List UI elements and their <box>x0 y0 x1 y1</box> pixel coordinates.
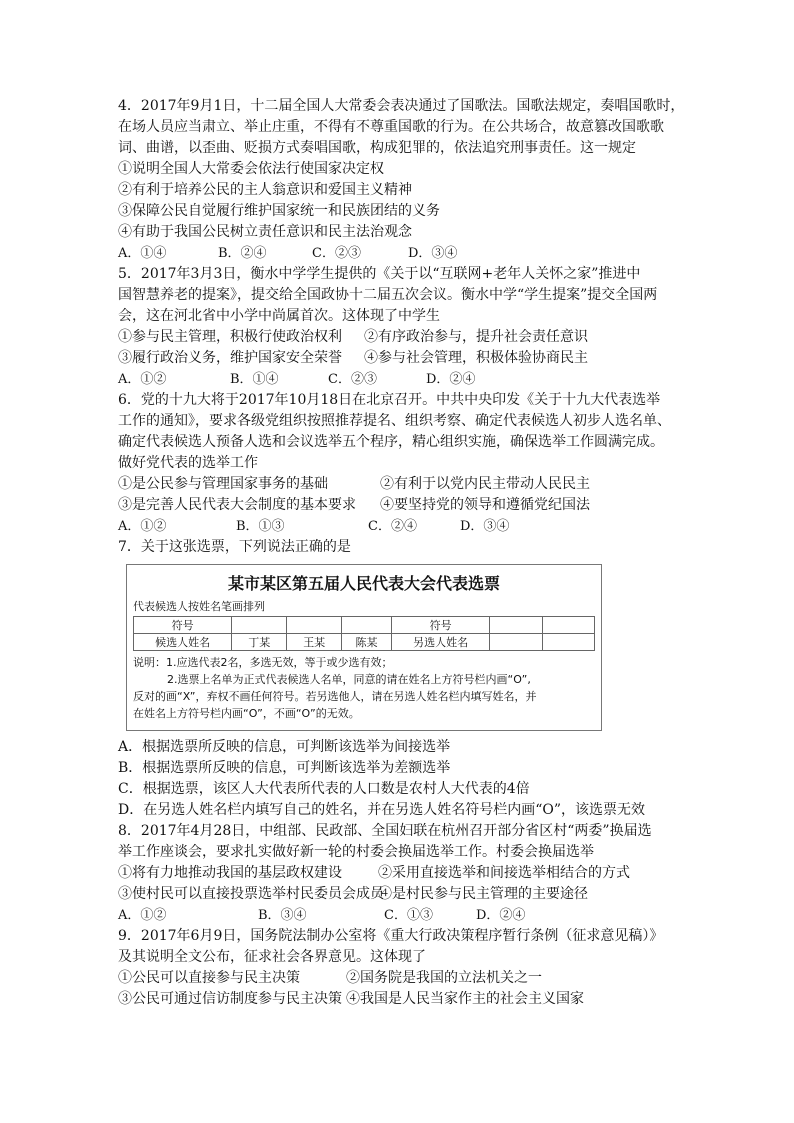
question-7 <box>118 537 678 821</box>
question-9 <box>118 926 678 1010</box>
q6-line: 6．党的十九大将于2017年10月18日在北京召开。中共中央印发《关于十九大代表选举 <box>118 392 661 408</box>
q5-statement: ①参与民主管理，积极行使政治权利 <box>118 329 342 345</box>
ballot-cell: 丁某 <box>232 634 287 651</box>
question-8 <box>118 821 678 926</box>
exam-page <box>118 96 685 1010</box>
q4-options <box>118 243 678 264</box>
ballot-cell: 王某 <box>287 634 342 651</box>
q5-option-c: C．②③ <box>328 372 377 387</box>
question-5 <box>118 264 678 390</box>
q9-line: 及其说明全文公布，征求社会各界意见。这体现了 <box>118 949 426 965</box>
q8-statement-row <box>118 884 678 905</box>
q6-option-b: B．①③ <box>236 519 285 534</box>
q5-line: 国智慧养老的提案》，提交给全国政协十二届五次会议。衡水中学“学生提案”提交全国两 <box>118 287 658 303</box>
q6-option-c: C．②④ <box>368 519 417 534</box>
q8-statement: ④是村民参与民主管理的主要途径 <box>378 886 588 902</box>
q6-option-a: A．①② <box>118 519 167 534</box>
q9-statement: ④我国是人民当家作主的社会主义国家 <box>346 991 584 1007</box>
q7-choice-d: D．在另选人姓名栏内填写自己的姓名，并在另选人姓名符号栏内画“O”，该选票无效 <box>118 802 646 818</box>
q4-option-a: A．①④ <box>118 246 167 261</box>
q6-statement: ②有利于以党内民主带动人民民主 <box>380 476 590 492</box>
q8-statement: ②采用直接选举和间接选举相结合的方式 <box>378 865 630 881</box>
q8-options <box>118 905 678 926</box>
q7-choice-b: B．根据选票所反映的信息，可判断该选举为差额选举 <box>118 760 451 776</box>
ballot-table <box>133 616 595 651</box>
q4-option-c: C．②③ <box>312 246 361 261</box>
q8-statement: ①将有力地推动我国的基层政权建设 <box>118 865 342 881</box>
q9-statement: ③公民可通过信访制度参与民主决策 <box>118 991 342 1007</box>
q5-line: 会，这在河北省中小学中尚属首次。这体现了中学生 <box>118 308 440 324</box>
q8-line: 举工作座谈会，要求扎实做好新一轮的村委会换届选举工作。村委会换届选举 <box>118 844 594 860</box>
q4-line: 词、曲谱，以歪曲、贬损方式奏唱国歌，构成犯罪的，依法追究刑事责任。这一规定 <box>118 140 636 156</box>
q4-statement: ②有利于培养公民的主人翁意识和爱国主义精神 <box>118 182 412 198</box>
q5-statement-row <box>118 348 678 369</box>
q9-statement-row <box>118 989 678 1010</box>
q9-statement: ①公民可以直接参与民主决策 <box>118 970 300 986</box>
ballot-title: 某市某区第五届人民代表大会代表选票 <box>227 574 500 593</box>
q5-option-d: D．②④ <box>426 372 476 387</box>
q7-choice-a: A．根据选票所反映的信息，可判断该选举为间接选举 <box>118 739 451 755</box>
ballot-note: 说明：1.应选代表2名，多选无效，等于或少选有效； <box>133 656 393 669</box>
question-4 <box>118 96 685 264</box>
question-6 <box>118 390 678 537</box>
q6-option-d: D．③④ <box>460 519 510 534</box>
ballot-cell <box>542 617 594 634</box>
q4-statement: ③保障公民自觉履行维护国家统一和民族团结的义务 <box>118 203 440 219</box>
q8-statement-row <box>118 863 678 884</box>
q8-option-c: C．①③ <box>384 908 433 923</box>
ballot-notes <box>133 654 595 722</box>
q4-option-b: B．②④ <box>218 246 267 261</box>
q4-option-d: D．③④ <box>408 246 458 261</box>
q7-stem: 7．关于这张选票，下列说法正确的是 <box>118 539 351 555</box>
ballot-cell <box>342 617 392 634</box>
q6-statement-row <box>118 474 678 495</box>
ballot-cell: 候选人姓名 <box>134 634 232 651</box>
q4-line: 在场人员应当肃立、举止庄重，不得有不尊重国歌的行为。在公共场合，故意篡改国歌歌 <box>118 119 664 135</box>
q7-choice-c: C．根据选票，该区人大代表所代表的人口数是农村人大代表的4倍 <box>118 781 530 797</box>
ballot-note: 在姓名上方符号栏内画“O”，不画“O”的无效。 <box>133 707 360 720</box>
q6-line: 工作的通知》，要求各级党组织按照推荐提名、组织考察、确定代表候选人初步人选名单、 <box>118 413 671 429</box>
ballot-note: 2.选票上名单为正式代表候选人名单，同意的请在姓名上方符号栏内画“O”, <box>167 673 531 686</box>
ballot-cell <box>287 617 342 634</box>
ballot-cell: 符号 <box>134 617 232 634</box>
ballot-name-row <box>134 634 595 651</box>
ballot-cell: 符号 <box>391 617 489 634</box>
ballot-cell: 陈某 <box>342 634 392 651</box>
q5-option-b: B．①④ <box>230 372 279 387</box>
q6-statement: ③是完善人民代表大会制度的基本要求 <box>118 497 356 513</box>
q5-line: 5．2017年3月3日，衡水中学学生提供的《关于以“互联网+老年人关怀之家”推进中 <box>118 266 641 282</box>
q5-statement: ③履行政治义务，维护国家安全荣誉 <box>118 350 342 366</box>
q6-line: 确定代表候选人预备人选和会议选举五个程序，精心组织实施，确保选举工作圆满完成。 <box>118 434 664 450</box>
q8-option-a: A．①② <box>118 908 167 923</box>
q9-statement: ②国务院是我国的立法机关之一 <box>346 970 542 986</box>
q5-options <box>118 369 678 390</box>
q8-option-b: B．③④ <box>258 908 307 923</box>
q5-statement-row <box>118 327 678 348</box>
ballot-cell: 另选人姓名 <box>391 634 489 651</box>
q8-line: 8．2017年4月28日，中组部、民政部、全国妇联在杭州召开部分省区村“两委”换届选 <box>118 823 652 839</box>
ballot-figure <box>126 564 602 731</box>
q6-line: 做好党代表的选举工作 <box>118 455 258 471</box>
q6-statement-row <box>118 495 678 516</box>
q9-line: 9．2017年6月9日，国务院法制办公室将《重大行政决策程序暂行条例（征求意见稿）》 <box>118 928 664 944</box>
q4-statement: ④有助于我国公民树立责任意识和民主法治观念 <box>118 224 412 240</box>
q8-option-d: D．②④ <box>476 908 526 923</box>
q5-statement: ②有序政治参与，提升社会责任意识 <box>364 329 588 345</box>
q9-statement-row <box>118 968 678 989</box>
q8-statement: ③使村民可以直接投票选举村民委员会成员 <box>118 886 384 902</box>
ballot-subtitle: 代表候选人按姓名笔画排列 <box>133 600 265 613</box>
ballot-cell <box>542 634 594 651</box>
ballot-symbol-row <box>134 617 595 634</box>
q6-statement: ①是公民参与管理国家事务的基础 <box>118 476 328 492</box>
q5-statement: ④参与社会管理，积极体验协商民主 <box>364 350 588 366</box>
q6-statement: ④要坚持党的领导和遵循党纪国法 <box>380 497 590 513</box>
q5-option-a: A．①② <box>118 372 167 387</box>
q4-line: 4．2017年9月1日，十二届全国人大常委会表决通过了国歌法。国歌法规定，奏唱国歌时， <box>118 98 685 114</box>
ballot-note: 反对的画“X”，弃权不画任何符号。若另选他人，请在另选人姓名栏内填写姓名，并 <box>133 690 537 703</box>
q4-statement: ①说明全国人大常委会依法行使国家决定权 <box>118 161 384 177</box>
ballot-cell <box>490 617 542 634</box>
ballot-cell <box>490 634 542 651</box>
ballot-cell <box>232 617 287 634</box>
q6-options <box>118 516 678 537</box>
